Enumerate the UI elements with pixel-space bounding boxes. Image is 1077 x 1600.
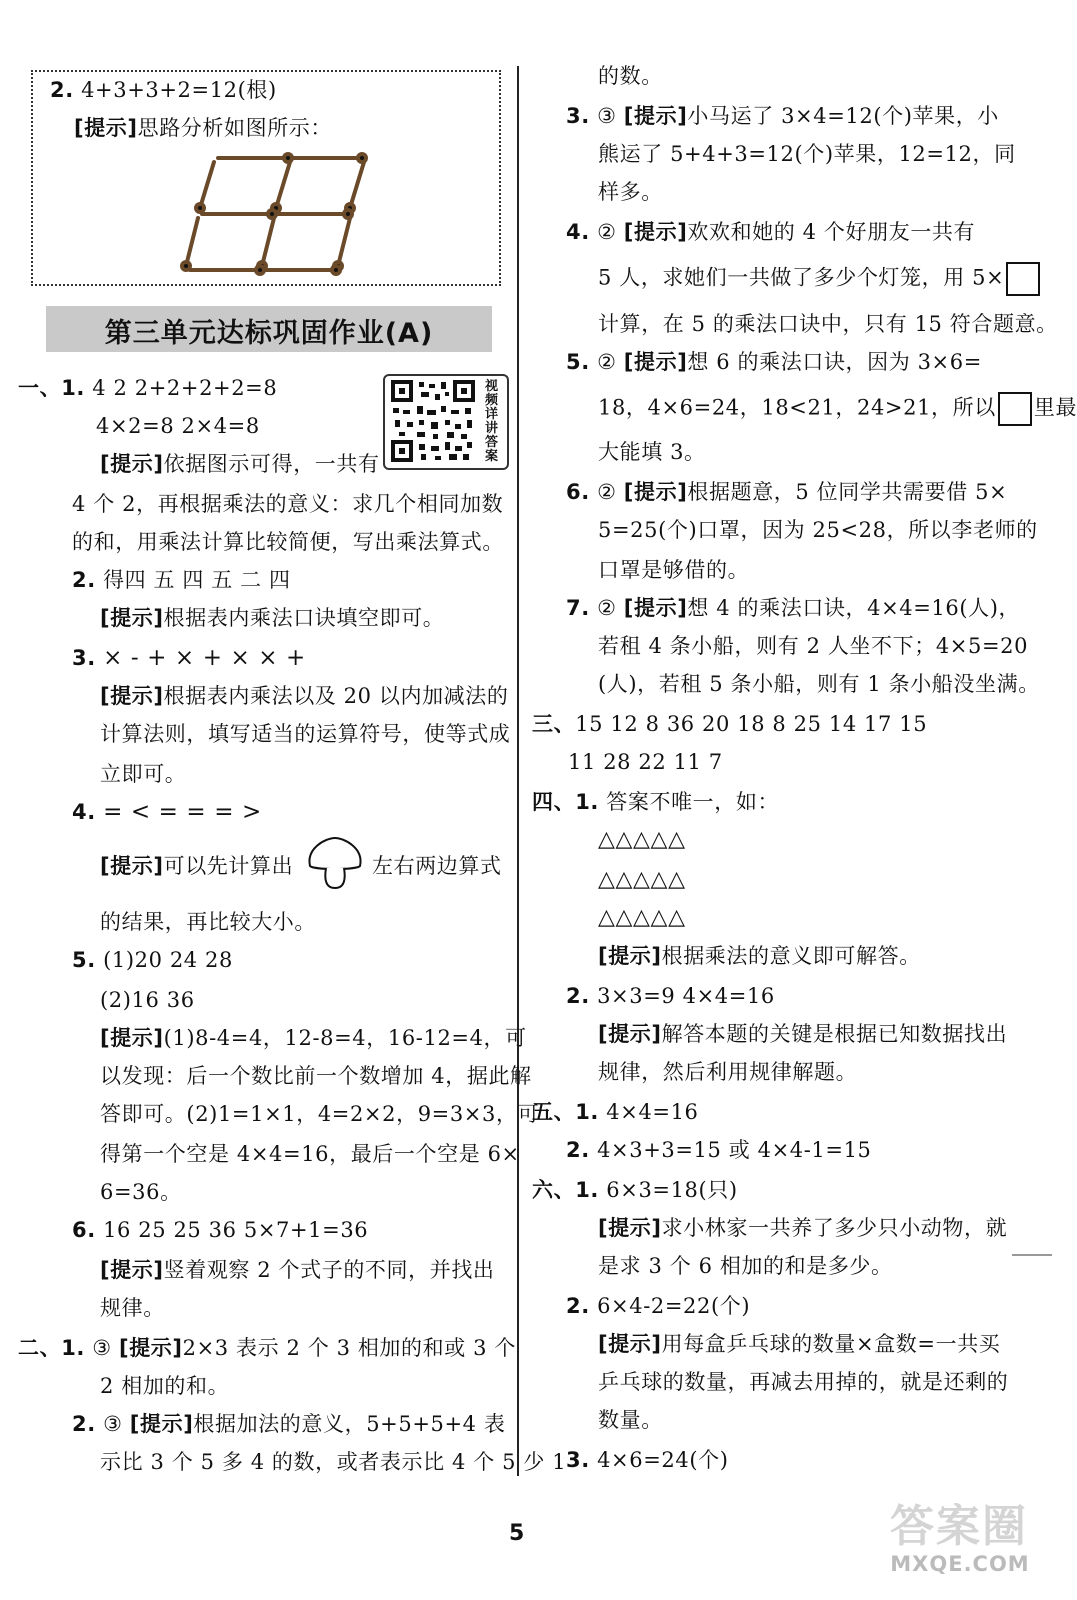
watermark-text: MXQE.COM xyxy=(890,1552,1030,1576)
hint-label: [提示] xyxy=(623,596,688,620)
q3-line xyxy=(566,102,999,130)
s1-q6-line xyxy=(72,1216,368,1244)
hint-label: [提示] xyxy=(623,220,688,244)
s1-q3-line xyxy=(72,644,306,672)
hint-line xyxy=(598,262,1042,296)
continued-text: 的数。 xyxy=(598,64,663,88)
question-number: 1. xyxy=(575,1178,599,1202)
s1-q4-line xyxy=(72,798,262,826)
matchstick-figure xyxy=(180,150,380,280)
hint-text: 用每盒乒乓球的数量×盒数=一共买 xyxy=(661,1332,1001,1356)
choice-answer: ② xyxy=(597,350,617,374)
hint-text: 样多。 xyxy=(598,180,663,204)
hint-text: 计算法则，填写适当的运算符号，使等式成 xyxy=(100,722,511,746)
mushroom-icon xyxy=(304,836,366,892)
section-label: 三、 xyxy=(532,712,576,736)
hint-text: 思路分析如图所示： xyxy=(137,116,333,140)
hint-text: 的和，用乘法计算比较简便，写出乘法算式。 xyxy=(72,530,504,554)
matchstick xyxy=(338,218,350,266)
qr-caption: 视频详讲答案 xyxy=(485,379,499,464)
hint-text: 若租 4 条小船，则有 2 人坐不下；4×5=20 xyxy=(598,634,1029,658)
hint-label: [提示] xyxy=(623,350,688,374)
answer-text: 15 12 8 36 20 18 8 25 14 17 15 xyxy=(575,712,928,736)
banner-title: 第三单元达标巩固作业(A) xyxy=(104,318,434,349)
s2-q1-line xyxy=(18,1334,516,1362)
question-number: 3. xyxy=(566,1448,590,1472)
blank-box xyxy=(998,392,1032,426)
section-label: 四、 xyxy=(532,790,576,814)
choice-answer: ② xyxy=(597,596,617,620)
hint-text: 解答本题的关键是根据已知数据找出 xyxy=(661,1022,1008,1046)
hint-text: 根据乘法的意义即可解答。 xyxy=(661,944,921,968)
answer-text: × - + × + × × + xyxy=(103,645,306,671)
matchstick xyxy=(186,218,198,266)
answer-text: 4×2=8 2×4=8 xyxy=(96,414,260,438)
hint-line xyxy=(100,1024,527,1052)
matchstick xyxy=(200,162,214,208)
question-number: 5. xyxy=(72,948,96,972)
hint-label: [提示] xyxy=(119,1336,183,1360)
section-label: 一、 xyxy=(18,376,62,400)
hint-text: 是求 3 个 6 相加的和是多少。 xyxy=(598,1254,893,1278)
answer-text: 6×3=18(只) xyxy=(606,1178,738,1202)
hint-label: [提示] xyxy=(100,854,164,878)
hint-label: [提示] xyxy=(598,1332,662,1356)
watermark xyxy=(880,1490,1040,1580)
question-number: 2. xyxy=(566,1294,590,1318)
hint-text: 大能填 3。 xyxy=(598,440,706,464)
hint-text: 6=36。 xyxy=(100,1180,182,1204)
hint-line xyxy=(100,604,444,632)
hint-text: 2 相加的和。 xyxy=(100,1374,230,1398)
question-number: 2. xyxy=(566,984,590,1008)
hint-text: 可以先计算出 xyxy=(163,854,294,878)
hint-text: 示比 3 个 5 多 4 的数，或者表示比 4 个 5 少 1 xyxy=(100,1450,567,1474)
answer-text: 4×6=24(个) xyxy=(597,1448,729,1472)
question-number: 1. xyxy=(61,376,85,400)
s3-line1 xyxy=(532,710,927,738)
hint-text: 想 4 的乘法口诀，4×4=16(人)， xyxy=(687,596,1021,620)
matchstick xyxy=(276,162,290,208)
hint-text: 计算，在 5 的乘法口诀中，只有 15 符合题意。 xyxy=(598,312,1058,336)
hint-label: [提示] xyxy=(100,684,164,708)
question-number: 2. xyxy=(50,78,74,102)
hint-text: 18，4×6=24，18<21，24>21，所以 xyxy=(598,395,996,420)
q5-line xyxy=(566,348,982,376)
triangle-row: △△△△△ xyxy=(598,905,686,930)
hint-text: 口罩是够借的。 xyxy=(598,558,750,582)
hint-text: 2×3 表示 2 个 3 相加的和或 3 个 xyxy=(182,1336,516,1360)
s2-q2-line xyxy=(72,1410,506,1438)
question-number: 7. xyxy=(566,596,590,620)
answer-text: 3×3=9 4×4=16 xyxy=(597,984,775,1008)
question-number: 6. xyxy=(566,480,590,504)
hint-label: [提示] xyxy=(623,480,688,504)
hint-text: 依据图示可得，一共有 xyxy=(163,452,380,476)
hint-text: 5=25(个)口罩，因为 25<28，所以李老师的 xyxy=(598,518,1038,542)
hint-text: (1)8-4=4，12-8=4，16-12=4，可 xyxy=(163,1026,527,1050)
s1-q2-line xyxy=(72,566,291,594)
q7-line xyxy=(566,594,1020,622)
question-number: 1. xyxy=(575,790,599,814)
box-q2-line xyxy=(50,76,277,104)
answer-text: (1)20 24 28 xyxy=(103,948,233,972)
hint-text: 小马运了 3×4=12(个)苹果，小 xyxy=(687,104,999,128)
hint-label: [提示] xyxy=(100,1026,164,1050)
hint-text: 乒乓球的数量，再减去用掉的，就是还剩的 xyxy=(598,1370,1009,1394)
hint-text: 想 6 的乘法口诀，因为 3×6= xyxy=(687,350,982,374)
hint-text: 答即可。(2)1=1×1，4=2×2，9=3×3，可 xyxy=(100,1102,540,1126)
answer-text: 11 28 22 11 7 xyxy=(568,750,723,774)
s4-q1-line xyxy=(532,788,779,816)
hint-line xyxy=(598,392,1077,426)
hint-text: 5 人，求她们一共做了多少个灯笼，用 5× xyxy=(598,265,1005,290)
section-label: 五、 xyxy=(532,1100,576,1124)
hint-text: (人)，若租 5 条小船，则有 1 条小船没坐满。 xyxy=(598,672,1040,696)
box-hint-line xyxy=(74,114,332,142)
hint-line xyxy=(598,942,921,970)
s1-q1-line1 xyxy=(18,374,277,402)
hint-label: [提示] xyxy=(100,1258,164,1282)
qr-pattern-icon xyxy=(391,380,477,462)
hint-text: 数量。 xyxy=(598,1408,663,1432)
matchstick xyxy=(350,162,364,208)
choice-answer: ③ xyxy=(92,1336,112,1360)
hint-text: 欢欢和她的 4 个好朋友一共有 xyxy=(687,220,976,244)
hint-text: 4 个 2，再根据乘法的意义：求几个相同加数 xyxy=(72,492,504,516)
hint-text: 里最 xyxy=(1033,395,1077,420)
hint-label: [提示] xyxy=(598,944,662,968)
hint-label: [提示] xyxy=(598,1022,662,1046)
question-number: 4. xyxy=(72,800,96,824)
choice-answer: ③ xyxy=(103,1412,123,1436)
matchstick xyxy=(262,218,274,266)
s6-q3-line xyxy=(566,1446,729,1474)
hint-text: 规律，然后利用规律解题。 xyxy=(598,1060,858,1084)
hint-text: 根据表内乘法以及 20 以内加减法的 xyxy=(163,684,509,708)
hint-text: 的结果，再比较大小。 xyxy=(100,910,316,934)
s1-q5-line1 xyxy=(72,946,233,974)
hint-text: 立即可。 xyxy=(100,762,187,786)
question-number: 2. xyxy=(566,1138,590,1162)
hint-label: [提示] xyxy=(100,606,164,630)
hint-text: 根据题意，5 位同学共需要借 5× xyxy=(687,480,1008,504)
hint-label: [提示] xyxy=(100,452,164,476)
hint-label: [提示] xyxy=(129,1412,194,1436)
hint-text: 以发现：后一个数比前一个数增加 4，据此解 xyxy=(100,1064,532,1088)
section-label: 六、 xyxy=(532,1178,576,1202)
section-label: 二、 xyxy=(18,1336,62,1360)
question-number: 2. xyxy=(72,1412,96,1436)
question-number: 5. xyxy=(566,350,590,374)
hint-line xyxy=(100,852,293,880)
answer-text: 4×4=16 xyxy=(606,1100,699,1124)
answer-text: 答案不唯一，如： xyxy=(606,790,780,814)
question-number: 3. xyxy=(566,104,590,128)
answer-text: 6×4-2=22(个) xyxy=(597,1294,751,1318)
page-number: 5 xyxy=(509,1521,525,1546)
choice-answer: ② xyxy=(597,220,617,244)
answer-text: 4 2 2+2+2+2=8 xyxy=(92,376,278,400)
question-number: 1. xyxy=(575,1100,599,1124)
question-number: 3. xyxy=(72,646,96,670)
answer-text: 16 25 25 36 5×7+1=36 xyxy=(103,1218,369,1242)
hint-label: [提示] xyxy=(74,116,138,140)
hint-text: 得第一个空是 4×4=16，最后一个空是 6× xyxy=(100,1142,520,1166)
hint-line xyxy=(100,450,380,478)
qr-code[interactable] xyxy=(383,374,509,470)
hint-line xyxy=(100,682,508,710)
watermark-logo: 答案圈 xyxy=(890,1501,1028,1552)
s5-q2-line xyxy=(566,1136,872,1164)
choice-answer: ② xyxy=(597,480,617,504)
margin-mark xyxy=(1012,1254,1052,1256)
column-divider xyxy=(517,66,519,1476)
hint-text: 根据表内乘法口诀填空即可。 xyxy=(163,606,445,630)
unit-banner xyxy=(46,306,492,352)
q6-line xyxy=(566,478,1007,506)
s4-q2-line xyxy=(566,982,775,1010)
question-number: 2. xyxy=(72,568,96,592)
s5-q1-line xyxy=(532,1098,699,1126)
hint-text: 熊运了 5+4+3=12(个)苹果，12=12，同 xyxy=(598,142,1016,166)
hint-label: [提示] xyxy=(598,1216,662,1240)
choice-answer: ③ xyxy=(597,104,617,128)
triangle-row: △△△△△ xyxy=(598,867,686,892)
hint-line xyxy=(598,1214,1007,1242)
hint-text: 规律。 xyxy=(100,1296,165,1320)
question-number: 6. xyxy=(72,1218,96,1242)
q4-line xyxy=(566,218,975,246)
hint-line xyxy=(598,1330,1000,1358)
answer-text: 得四 五 四 五 二 四 xyxy=(103,568,291,592)
hint-text: 根据加法的意义，5+5+5+4 表 xyxy=(193,1412,506,1436)
hint-text: 左右两边算式 xyxy=(372,854,502,878)
hint-text: 竖着观察 2 个式子的不同，并找出 xyxy=(163,1258,495,1282)
hint-line xyxy=(598,1020,1007,1048)
s6-q1-line xyxy=(532,1176,738,1204)
blank-box xyxy=(1006,262,1040,296)
answer-text: 4+3+3+2=12(根) xyxy=(81,78,277,102)
hint-text: 求小林家一共养了多少只小动物，就 xyxy=(661,1216,1008,1240)
s6-q2-line xyxy=(566,1292,750,1320)
triangle-row: △△△△△ xyxy=(598,827,686,852)
question-number: 4. xyxy=(566,220,590,244)
answer-text: = < = = = > xyxy=(103,799,262,825)
hint-label: [提示] xyxy=(623,104,688,128)
answer-text: (2)16 36 xyxy=(100,988,195,1012)
answer-text: 4×3+3=15 或 4×4-1=15 xyxy=(597,1138,872,1162)
hint-line xyxy=(100,1256,495,1284)
question-number: 1. xyxy=(61,1336,85,1360)
